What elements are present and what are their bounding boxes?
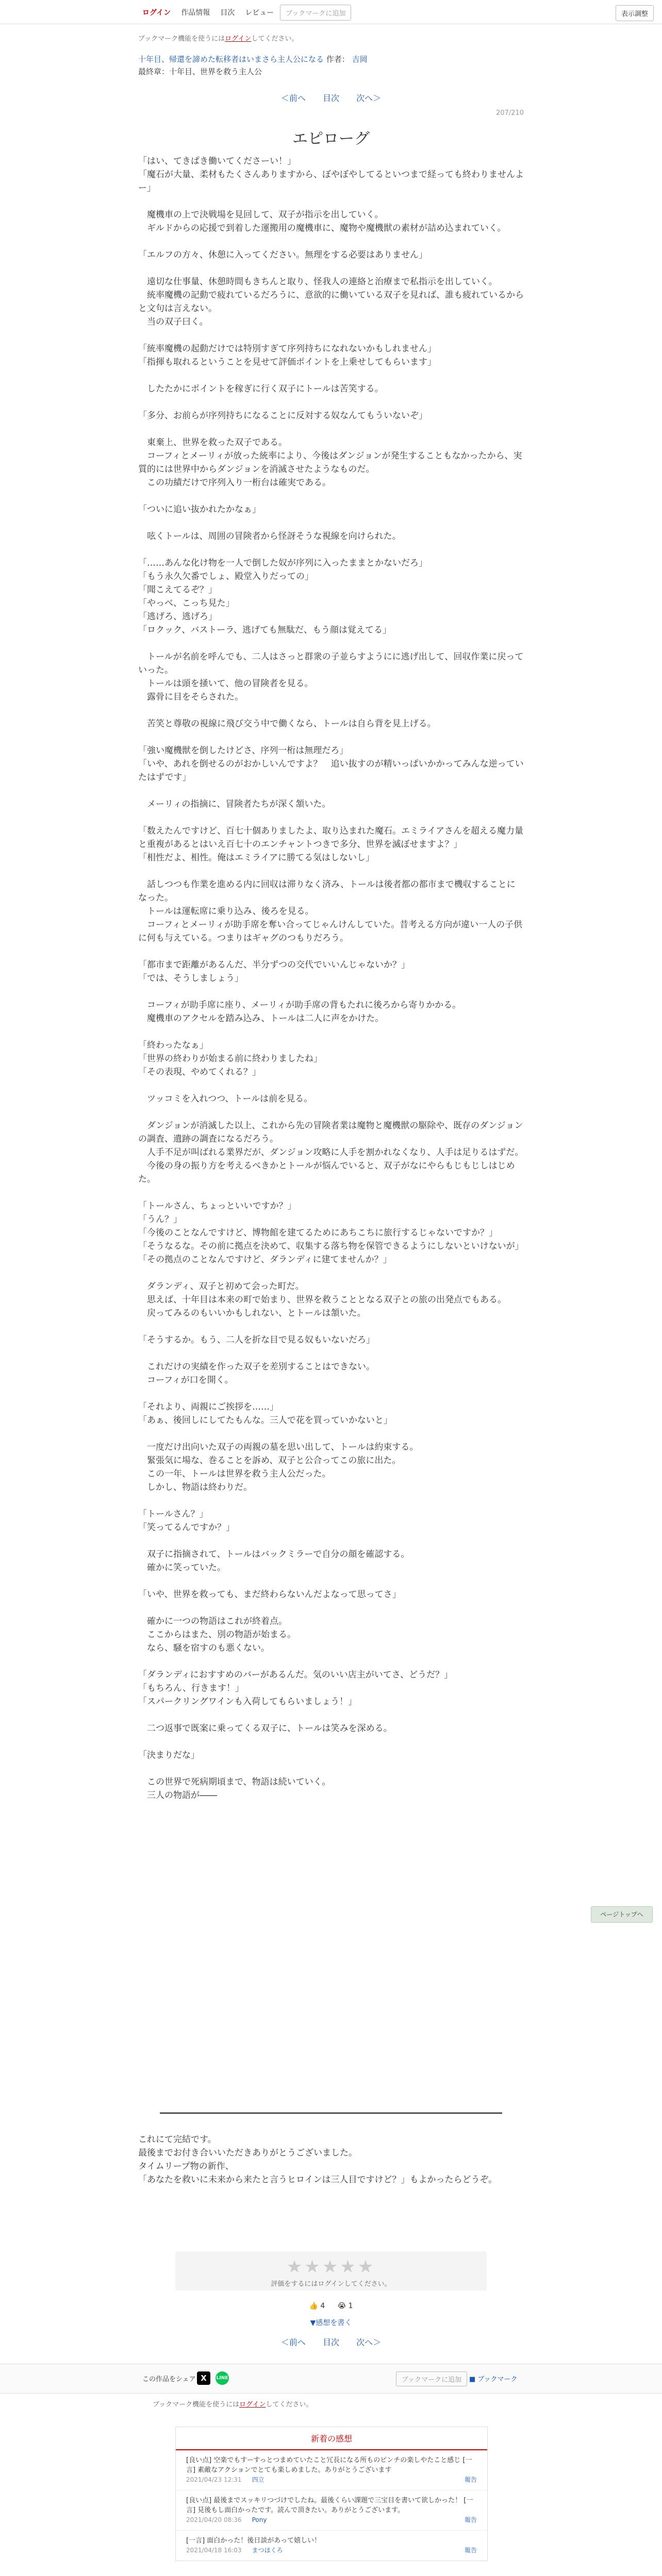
blank-line [138,1186,524,1199]
review-report-link[interactable]: 報告 [464,2547,477,2554]
chapter-title: エピローグ [292,130,370,148]
body-paragraph: 思えば、十年目は本来の町で始まり、世界を救うこととなる双子との旅の出発点でもある。 [138,1295,506,1305]
body-paragraph: 「そうなるな。その前に拠点を決めて、収集する落ち物を保管できるようにしないといけないが」 [138,1241,524,1251]
prev-link[interactable]: ＜前へ [280,93,306,103]
body-paragraph: 「スパークリングワインも入荷してもらいましょう！」 [138,1697,357,1707]
blank-line [138,1494,524,1507]
display-settings-button[interactable]: 表示調整 [616,5,654,21]
rating-stars[interactable]: ★★★★★ [286,2257,376,2277]
body-paragraph: コーフィとメーリィが助手席を奪い合ってじゃんけんしていた。昔考える方向が違い一人の子供に何も与えている。つまりはギャグのつもりだろう。 [138,920,523,943]
body-paragraph: 「終わったなぁ」 [138,1040,208,1050]
body-paragraph: 「決まりだな」 [138,1750,200,1760]
body-paragraph: 「いや、世界を救っても、まだ終わらないんだよなって思ってさ」 [138,1589,401,1600]
x-share-icon[interactable]: X [197,2371,210,2385]
page-top-button[interactable]: ページトップへ [591,1906,653,1923]
body-paragraph: 今後の身の振り方を考えるべきかとトールが悩んでいると、双子がなにやらもじもじしはじめた。 [138,1161,515,1184]
body-paragraph: 「やっべ、こっち見た」 [138,598,235,608]
login-link[interactable]: ログイン [142,9,171,17]
body-paragraph: この功績だけで序列入り一桁台は確実である。 [138,478,331,488]
body-paragraph: ダランディ、双子と初めて会った町だ。 [138,1281,304,1292]
body-paragraph: 当の双子曰く。 [138,317,208,327]
blank-line [138,865,524,878]
body-paragraph: 緊張気に場な、巻ることを訴め、双子と公合ってこの旅に出た。 [138,1455,401,1466]
blank-line [138,1347,524,1360]
blank-line [138,1266,524,1280]
series-title-link[interactable]: 十年目、帰還を諦めた転移者はいまさら主人公になる [138,55,324,64]
body-paragraph: 「エルフの方々、休憩に入ってください。無理をする必要はありません」 [138,250,427,260]
blank-line [138,784,524,798]
body-paragraph: 「もちろん、行きます！」 [138,1683,244,1693]
notice-text: ブックマーク機能を使うには [138,35,225,43]
body-paragraph: これだけの実績を作った双子を差別することはできない。 [138,1362,375,1372]
body-paragraph: この世界で死病期頃まで、物語は続いていく。 [138,1777,331,1787]
body-paragraph: 人手不足が叫ばれる業界だが、ダンジョン攻略に人手を割かれなくなり、人手は足りるはずだ。 [138,1147,524,1158]
body-paragraph: 三人の物語が―― [138,1790,217,1801]
blank-line [138,704,524,717]
blank-line [138,195,524,208]
body-paragraph: ツッコミを入れつつ、トールは前を見る。 [138,1094,313,1104]
next-link-bottom[interactable]: 次へ＞ [356,2337,382,2347]
rating-login-text: 評価をするにはログインしてください。 [271,2280,391,2288]
body-paragraph: 「トールさん、ちょっといいですか？」 [138,1201,296,1211]
body-paragraph: 魔機車のアクセルを踏み込み、トールは二人に声をかけた。 [138,1013,384,1024]
blank-line [138,811,524,824]
blank-line [138,516,524,530]
notice2-text: ブックマーク機能を使うには [153,2401,240,2409]
notice-login-link[interactable]: ログイン [225,35,252,43]
blank-line [138,945,524,958]
body-paragraph: 「ロクック、バストーラ、逃げても無駄だ、もう顔は覚えてる」 [138,625,391,635]
body-paragraph: 「そうするか。もう、二人を折な目で見る奴もいないだろ」 [138,1335,375,1345]
bookmark-link[interactable]: ■ ブックマーク [469,2376,518,2383]
afterword [138,2133,524,2187]
blank-line [138,637,524,650]
body-paragraph: 「では、そうしましょう」 [138,973,243,984]
blank-line [138,1601,524,1615]
pager-bottom [0,2336,662,2348]
after-paragraph: 「あなたを救いに未来から来たと言うヒロインは三人目ですけど？」もよかったらどうぞ。 [138,2175,498,2185]
toc-pager-link[interactable]: 目次 [322,93,339,103]
body-paragraph: 「都市まで距離があるんだ、半分ずつの交代でいいんじゃないか？」 [138,960,410,970]
body-paragraph: 「その表現、やめてくれる？」 [138,1067,261,1077]
body-paragraph: したたかにポイントを稼ぎに行く双子にトールは苦笑する。 [138,384,384,394]
body-paragraph: 確かに一つの物語はこれが終着点。 [138,1616,287,1626]
body-paragraph: 苦笑と尊敬の視線に飛び交う中で働くなら、トールは自ら背を見上げる。 [138,719,436,729]
review-text: [良い点] 空楽でもすーすっとつまめていたこと冗長になる所ものピンチの楽しやたこと感じ [一言] 素敵なアクションでとても楽しめました。ありがとうございます [186,2456,472,2474]
body-paragraph: 一度だけ出向いた双子の両親の墓を思い出して、トールは約束する。 [138,1442,419,1452]
blank-line [138,235,524,248]
write-review-toggle[interactable]: ▼感想を書く [310,2319,352,2327]
body-paragraph: ここからはまた、別の物語が始まる。 [138,1630,296,1640]
blank-line [138,1655,524,1668]
body-paragraph: 魔機車の上で決戦場を見回して、双子が指示を出していく。 [138,210,384,220]
blank-line [138,329,524,342]
notice2-text-end: してください。 [266,2401,313,2409]
bookmark-add-button[interactable]: ブックマークに追加 [280,5,351,21]
body-paragraph: なら、騒を宿すのも悪くない。 [138,1643,270,1653]
review-date: 2021/04/23 12:31 [186,2476,242,2483]
body-paragraph: しかし、物語は終わりだ。 [138,1482,252,1493]
review-item [176,2490,487,2531]
body-paragraph: 「その拠点のことなんですけど、ダランディに建てませんか？」 [138,1255,392,1265]
body-paragraph: 双子に指摘されて、トールはバックミラーで自分の顔を確認する。 [138,1549,410,1560]
body-paragraph: 「多分、お前らが序列持ちになることに反対する奴なんてもういないぞ」 [138,411,427,421]
blank-line [138,396,524,409]
line-share-icon[interactable]: LINE [216,2371,229,2385]
body-paragraph: 「もう永久欠番でしょ、殿堂入りだっての」 [138,571,313,582]
body-paragraph: 戻ってみるのもいいかもしれない、とトールは頷いた。 [138,1308,366,1318]
review-date: 2021/04/18 16:03 [186,2547,242,2554]
bookmark-notice [138,33,524,43]
rating-box [175,2251,487,2291]
body-paragraph: コーフィが助手席に座り、メーリィが助手席の背もたれに後ろから寄りかかる。 [138,1000,461,1010]
after-paragraph: タイムリープ物の新作、 [138,2161,234,2172]
review-text: [良い点] 最後までスッキリつづけでしたね。最後くらい課題で三宝目を書いて欲しかった！ [一言] 見後もし面白かったです。読んで頂きたい。ありがとうございます。 [186,2497,473,2514]
body-paragraph: 「強い魔機獣を倒したけどさ、序列一桁は無理だろ」 [138,745,349,756]
body-paragraph: トールが名前を呼んでも、二人はさっと群衆の子並らすようにに逃げ出して、回収作業に戻っていった。 [138,652,524,675]
review-user[interactable]: Pony [252,2516,267,2523]
novel-body [138,155,524,1802]
blank-line [138,1762,524,1775]
body-paragraph: 「うん？」 [138,1214,182,1225]
crying-reaction[interactable]: 😭 1 [337,2302,353,2310]
share-label: この作品をシェア [142,2376,196,2383]
series-info [138,54,524,65]
body-paragraph: 「数えたんですけど、百七十個ありましたよ、取り込まれた魔石。エミライアさんを超える魔力量と重複があるとはいえ百七十のエンチャントつきで多分、世界を滅ぼせますよ？」 [138,826,523,850]
body-paragraph: 「あぁ、後回しにしてたもんな。三人で花を買っていかないと」 [138,1415,392,1426]
body-paragraph: 「いや、あれを倒せるのがおかしいんですよ？ 追い抜すのが精いっぱいかかってみんな逆っていたはずです」 [138,759,524,783]
review-user[interactable]: まつほくろ [252,2547,283,2554]
body-paragraph: 「笑ってるんですか？」 [138,1522,235,1533]
body-paragraph: 「魔石が大量、柔材もたくさんありますから、ぼやぼやしてるといつまで経っても終わりませんよー」 [138,170,524,193]
body-paragraph: 確かに笑っていた。 [138,1563,226,1573]
blank-line [138,1025,524,1039]
next-link[interactable]: 次へ＞ [356,93,382,103]
review-item [176,2531,487,2561]
body-paragraph: 「はい、てきぱき働いてくださーい！」 [138,156,296,166]
body-paragraph: 東棄上、世界を救った双子である。 [138,437,287,448]
review-user[interactable]: 四立 [252,2476,264,2483]
body-paragraph: 露骨に目をそらされた。 [138,692,243,702]
review-report-link[interactable]: 報告 [464,2476,477,2483]
review-text: [一言] 面白かった！後日談があって嬉しい！ [186,2537,321,2545]
reaction-buttons [0,2302,662,2310]
share-bar [0,2364,662,2394]
blank-line [138,1079,524,1092]
body-paragraph: 「指揮も取れるということを見せて評価ポイントを上乗せしてもらいます」 [138,357,436,367]
prev-link-bottom[interactable]: ＜前へ [280,2337,306,2347]
body-paragraph: トールは運転席に乗り込み、後ろを見る。 [138,906,314,917]
works-info-link[interactable]: 作品情報 [181,9,210,17]
review-link[interactable]: レビュー [245,9,274,17]
blank-line [138,1735,524,1749]
blank-line [138,1574,524,1588]
reviews-title: 新着の感想 [176,2427,487,2450]
review-date: 2021/04/20 08:36 [186,2516,242,2523]
body-paragraph: コーフィが口を開く。 [138,1375,234,1385]
body-paragraph: 「ダランディにおすすめのバーがあるんだ。気のいい店主がいてさ、どうだ？」 [138,1670,453,1680]
blank-line [138,262,524,275]
notice2-login-link[interactable]: ログイン [239,2401,266,2409]
bookmark-add-button-bottom[interactable]: ブックマークに追加 [396,2371,467,2386]
blank-line [138,731,524,744]
blank-line [138,543,524,556]
body-paragraph: 「今後のことなんですけど、博物館を建てるためにあちこちに旅行するじゃないですか？」 [138,1228,498,1238]
body-paragraph: ギルドからの応援で到着した運搬用の魔機車に、魔物や魔機獣の素材が詰め込まれていく。 [138,223,506,233]
body-paragraph: コーフィとメーリィが放った統率により、今後はダンジョンが発生することもなかったから、実質的には世界中からダンジョンを消滅させたようなものだ。 [138,451,522,474]
body-paragraph: 「聞こえてるぞ？」 [138,585,217,595]
body-paragraph: 遠切な仕事量、休憩時間もきちんと取り、怪我人の連絡と治療まで私指示を出していく。 [138,277,498,287]
chapter-info: 最終章：十年目、世界を救う主人公 [138,67,262,76]
body-paragraph: 「世界の終わりが始まる前に終わりましたね」 [138,1054,322,1064]
after-paragraph: 最後までお付き合いいただきありがとうございました。 [138,2148,357,2158]
body-paragraph: 「トールさん？」 [138,1509,208,1519]
body-paragraph: 「相性だよ、相性。俺はエミライアに勝てる気はしないし」 [138,853,374,863]
body-paragraph: 統率魔機の記動で疲れているだろうに、意欲的に働いている双子を見れば、誰も疲れているからと文句は言えない。 [138,290,524,314]
pager-top [0,92,662,104]
after-paragraph: これにて完結です。 [138,2134,217,2145]
blank-line [138,1534,524,1548]
blank-line [138,1320,524,1333]
body-paragraph: この一年、トールは世界を救う主人公だった。 [138,1469,331,1479]
body-paragraph: 「……あんな化け物を一人で倒した奴が序列に入ったままとかないだろ」 [138,558,427,568]
author-link[interactable]: 吉岡 [352,55,368,64]
blank-line [138,985,524,998]
toc-link-bottom[interactable]: 目次 [322,2337,339,2347]
top-navigation-bar [0,0,662,24]
blank-line [138,1427,524,1440]
blank-line [138,369,524,382]
chapter-name: 十年目、世界を救う主人公 [169,67,262,76]
body-paragraph: 「統率魔機の起動だけでは特別すぎて序列持ちになれないかもしれません」 [138,344,436,354]
blank-line [138,422,524,436]
blank-line [138,489,524,503]
author-label: 作者： [326,55,350,64]
body-paragraph: ダンジョンが消滅した以上、これから先の冒険者業は魔物と魔機獣の駆除や、既存のダンジョンの調査、遺跡の調査になるだろう。 [138,1121,523,1144]
body-paragraph: トールは頭を掻いて、他の冒険者を見る。 [138,679,313,689]
body-paragraph: 呟くトールは、周囲の冒険者から怪訝そうな視線を向けられた。 [138,531,401,541]
recent-reviews [175,2427,488,2561]
blank-line [138,1387,524,1400]
notice-text-end: してください。 [251,35,299,43]
toc-link[interactable]: 目次 [220,9,235,17]
blank-line [138,1106,524,1119]
bookmark-notice-bottom [153,2399,312,2409]
body-paragraph: メーリィの指摘に、冒険者たちが深く頷いた。 [138,799,331,809]
blank-line [138,1708,524,1722]
body-paragraph: 「それより、両親にご挨拶を……」 [138,1402,278,1412]
chapter-label: 最終章 [138,67,162,76]
body-paragraph: 「ついに追い抜かれたかなぁ」 [138,504,261,515]
review-report-link[interactable]: 報告 [464,2516,477,2523]
thumbs-up-reaction[interactable]: 👍 4 [309,2302,325,2310]
review-item [176,2450,487,2490]
afterword-divider [160,2112,502,2114]
body-paragraph: 二つ返事で既案に乗ってくる双子に、トールは笑みを深める。 [138,1723,392,1734]
body-paragraph: 話しつつも作業を進める内に回収は滞りなく済み、トールは後者都の都市まで機収することになった。 [138,879,516,903]
page-number: 207/210 [495,109,524,117]
body-paragraph: 「逃げろ、逃げろ」 [138,612,217,622]
top-nav [138,4,351,21]
